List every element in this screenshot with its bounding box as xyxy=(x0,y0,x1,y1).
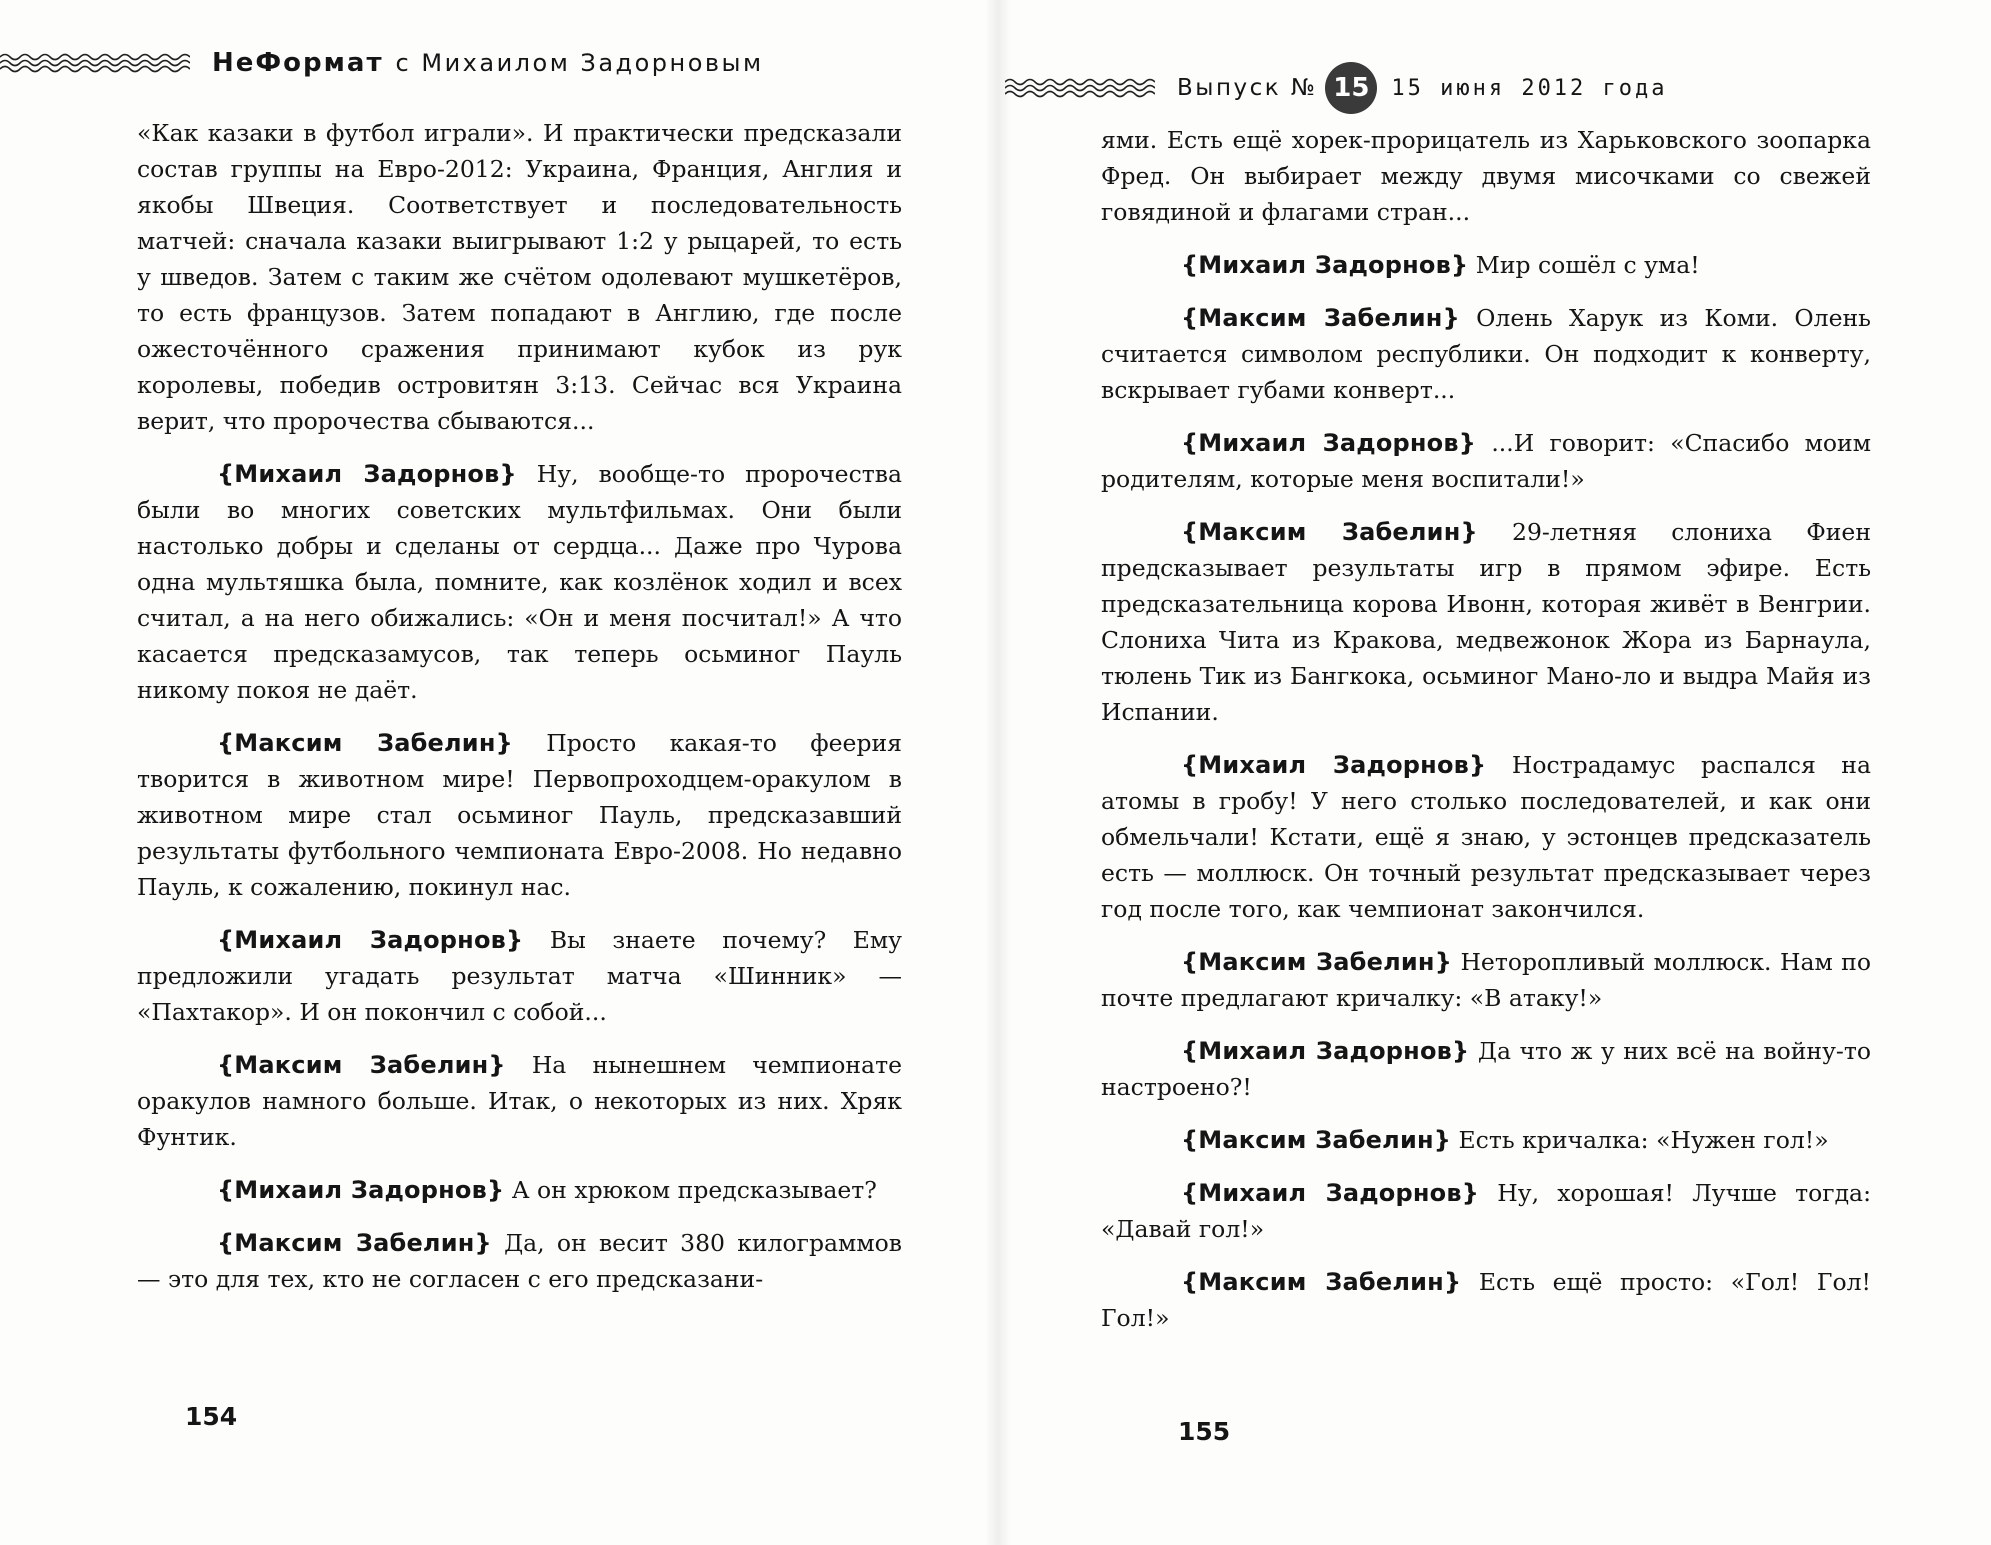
paragraph xyxy=(137,115,902,439)
issue-number-badge: 15 xyxy=(1325,62,1377,114)
page-number: 155 xyxy=(1178,1417,1231,1446)
right-body-text xyxy=(1101,122,1871,1353)
speaker-name: { Максим Забелин } xyxy=(1181,1126,1451,1154)
paragraph-text: 29-летняя слониха Фиен предсказывает результаты игр в прямом эфире. Есть предсказательница корова Ивонн, которая живёт в Венгрии. Слониха Чита из Кракова, медвежонок Жора из Барнаула, тюлень Тик из Бангкока, осьминог Мано-ло и выдра Майя из Испании. xyxy=(1101,518,1871,726)
dialogue-paragraph xyxy=(137,456,902,708)
dialogue-paragraph xyxy=(137,1225,902,1297)
speaker-name: { Максим Забелин } xyxy=(1181,518,1478,546)
speaker-name: { Михаил Задорнов } xyxy=(1181,751,1486,779)
header-date: 15 июня 2012 года xyxy=(1391,75,1668,101)
dialogue-paragraph xyxy=(1101,747,1871,927)
paragraph-text: Вы знаете почему? Ему предложили угадать результат матча «Шинник» — «Пахтакор». И он покончил с собой... xyxy=(137,926,902,1026)
dialogue-paragraph xyxy=(1101,514,1871,730)
paragraph xyxy=(1101,122,1871,230)
wave-ornament-icon xyxy=(1005,77,1155,99)
dialogue-paragraph xyxy=(1101,1122,1871,1158)
dialogue-paragraph xyxy=(1101,944,1871,1016)
right-running-header xyxy=(1005,62,1668,114)
speaker-name: { Максим Забелин } xyxy=(217,1051,506,1079)
speaker-name: { Михаил Задорнов } xyxy=(217,926,523,954)
paragraph-text: На нынешнем чемпионате оракулов намного больше. Итак, о некоторых из них. Хряк Фунтик. xyxy=(137,1051,902,1151)
dialogue-paragraph xyxy=(1101,425,1871,497)
paragraph-text: Олень Харук из Коми. Олень считается символом республики. Он подходит к конверту, вскрывает губами конверт... xyxy=(1101,304,1871,404)
wave-ornament-icon xyxy=(0,52,190,74)
paragraph-text: Просто какая-то феерия творится в животном мире! Первопроходцем-оракулом в животном мире стал осьминог Пауль, предсказавший результаты футбольного чемпионата Евро-2008. Но недавно Пауль, к сожалению, покинул нас. xyxy=(137,729,902,901)
dialogue-paragraph xyxy=(137,1172,902,1208)
speaker-name: { Михаил Задорнов } xyxy=(1181,1037,1469,1065)
header-brand: НеФормат xyxy=(212,48,384,78)
dialogue-paragraph xyxy=(137,922,902,1030)
speaker-name: { Михаил Задорнов } xyxy=(1181,429,1476,457)
speaker-name: { Максим Забелин } xyxy=(1181,948,1452,976)
speaker-name: { Максим Забелин } xyxy=(217,729,513,757)
speaker-name: { Михаил Задорнов } xyxy=(1181,251,1468,279)
speaker-name: { Михаил Задорнов } xyxy=(1181,1179,1479,1207)
paragraph-text: «Как казаки в футбол играли». И практически предсказали состав группы на Евро-2012: Украина, Франция, Англия и якобы Швеция. Соответствует и последовательность матчей: сначала казаки выигрывают 1:2 у рыцарей, то есть у шведов. Затем с таким же счётом одолевают мушкетёров, то есть французов. Затем попадают в Англию, где после ожесточённого сражения принимают кубок из рук королевы, победив островитян 3:13. Сейчас вся Украина верит, что пророчества сбываются... xyxy=(137,119,902,435)
speaker-name: { Михаил Задорнов } xyxy=(217,1176,504,1204)
paragraph-text: Да, он весит 380 килограммов — это для тех, кто не согласен с его предсказани- xyxy=(137,1229,902,1293)
dialogue-paragraph xyxy=(1101,1175,1871,1247)
right-page xyxy=(995,0,1991,1545)
dialogue-paragraph xyxy=(1101,247,1871,283)
paragraph-text: Неторопливый моллюск. Нам по почте предлагают кричалку: «В атаку!» xyxy=(1101,948,1871,1012)
speaker-name: { Максим Забелин } xyxy=(1181,1268,1461,1296)
speaker-name: { Михаил Задорнов } xyxy=(217,460,517,488)
left-page xyxy=(0,0,995,1545)
dialogue-paragraph xyxy=(1101,300,1871,408)
page-number: 154 xyxy=(185,1402,238,1431)
dialogue-paragraph xyxy=(1101,1264,1871,1336)
paragraph-text: Есть ещё просто: «Гол! Гол! Гол!» xyxy=(1101,1268,1871,1332)
left-body-text xyxy=(137,115,902,1314)
paragraph-text: А он хрюком предсказывает? xyxy=(511,1176,877,1204)
header-subtitle: с Михаилом Задорновым xyxy=(395,49,764,77)
left-running-header xyxy=(0,48,764,78)
paragraph-text: Есть кричалка: «Нужен гол!» xyxy=(1458,1126,1829,1154)
paragraph-text: ...И говорит: «Спасибо моим родителям, которые меня воспитали!» xyxy=(1101,429,1871,493)
paragraph-text: Ну, вообще-то пророчества были во многих советских мультфильмах. Они были настолько добры и сделаны от сердца... Даже про Чурова одна мультяшка была, помните, как козлёнок ходил и всех считал, а на него обижались: «Он и меня посчитал!» А что касается предсказамусов, так теперь осьминог Пауль никому покоя не даёт. xyxy=(137,460,902,704)
speaker-name: { Максим Забелин } xyxy=(1181,304,1460,332)
dialogue-paragraph xyxy=(137,1047,902,1155)
header-issue-label: Выпуск № xyxy=(1177,75,1318,101)
paragraph-text: Мир сошёл с ума! xyxy=(1475,251,1700,279)
speaker-name: { Максим Забелин } xyxy=(217,1229,492,1257)
dialogue-paragraph xyxy=(137,725,902,905)
paragraph-text: Да что ж у них всё на войну-то настроено?! xyxy=(1101,1037,1871,1101)
paragraph-text: Нострадамус распался на атомы в гробу! У него столько последователей, и как они обмельчали! Кстати, ещё я знаю, у эстонцев предсказатель есть — моллюск. Он точный результат предсказывает через год после того, как чемпионат закончился. xyxy=(1101,751,1871,923)
paragraph-text: Ну, хорошая! Лучше тогда: «Давай гол!» xyxy=(1101,1179,1871,1243)
paragraph-text: ями. Есть ещё хорек-прорицатель из Харьковского зоопарка Фред. Он выбирает между двумя мисочками со свежей говядиной и флагами стран... xyxy=(1101,126,1871,226)
dialogue-paragraph xyxy=(1101,1033,1871,1105)
